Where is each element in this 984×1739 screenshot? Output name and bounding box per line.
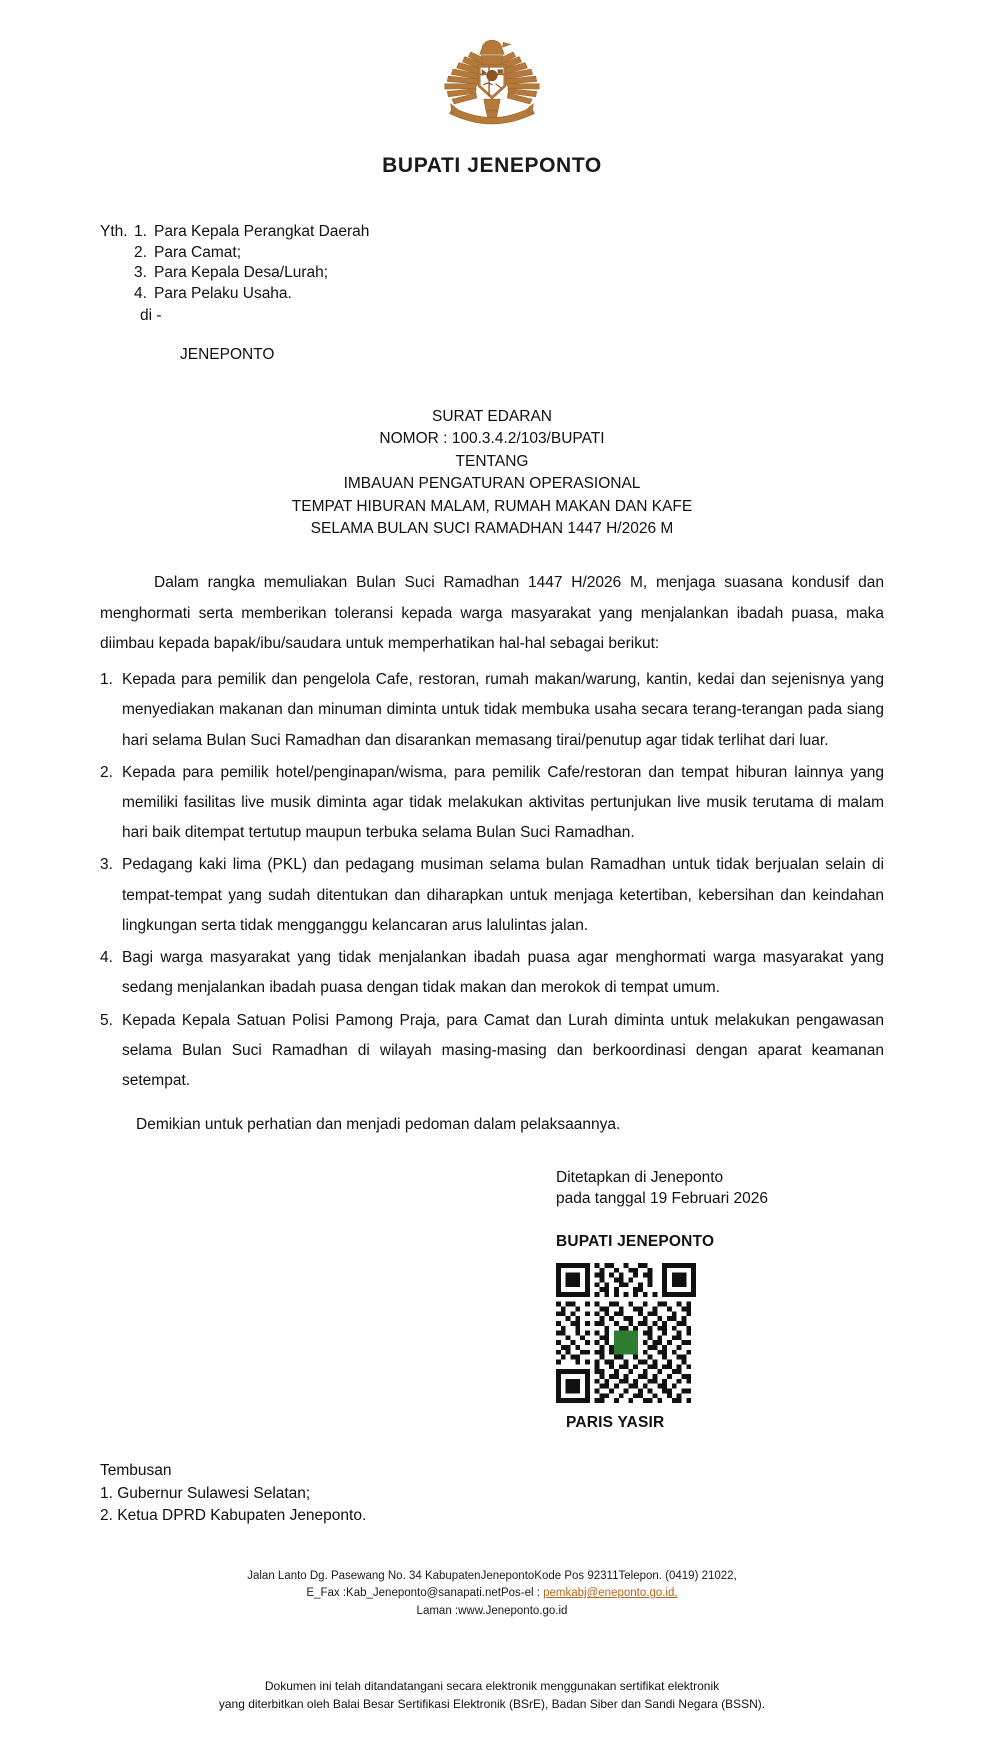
yth-label: Yth. — [100, 223, 128, 240]
list-item — [100, 758, 884, 849]
footer-contact — [0, 1585, 984, 1603]
footer-website: Laman :www.Jeneponto.go.id — [416, 1605, 568, 1618]
addressee-di: di - — [140, 307, 162, 325]
subject-line-3: TENTANG — [455, 452, 529, 470]
signature-name: PARIS YASIR — [566, 1414, 665, 1432]
list-item-number: 1. — [134, 223, 147, 240]
list-item-number: 3. — [100, 856, 113, 874]
body-closing: Demikian untuk perhatian dan menjadi pedoman dalam pelaksaannya. — [136, 1116, 621, 1134]
subject-line-5: TEMPAT HIBURAN MALAM, RUMAH MAKAN DAN KAFE — [291, 497, 693, 515]
list-item-number: 4. — [134, 284, 147, 302]
footer-address: Jalan Lanto Dg. Pasewang No. 34 KabupatenJenepontoKode Pos 92311Telepon. (0419) 21022, — [247, 1569, 737, 1582]
list-item-number: 1. — [100, 671, 113, 689]
esign-line-2: yang diterbitkan oleh Balai Besar Sertifikasi Elektronik (BSrE), Badan Siber dan Sandi Negara (BSSN). — [218, 1696, 766, 1711]
list-item-text: Kepada para pemilik hotel/penginapan/wisma, para pemilik Cafe/restoran dan tempat hiburan lainnya yang memiliki fasilitas live musik diminta agar tidak melakukan aktivitas pertunjukan live musik terutama di malam hari baik ditempat tertutup maupun terbuka selama Bulan Suci Ramadhan. — [122, 763, 884, 842]
list-item-number: 2. — [134, 243, 147, 261]
list-item-text: Pedagang kaki lima (PKL) dan pedagang musiman selama bulan Ramadhan untuk tidak berjualan selain di tempat-tempat yang sudah ditentukan dan diharapkan untuk menjaga ketertiban, kebersihan dan keindahan lingkungan serta tidak mengganggu kelancaran arus lalulintas jalan. — [122, 856, 884, 934]
tembusan-item: 1. Gubernur Sulawesi Selatan; — [100, 1484, 311, 1502]
list-item-text: Kepada para pemilik dan pengelola Cafe, restoran, rumah makan/warung, kantin, kedai dan sejenisnya yang menyediakan makanan dan minuman diminta untuk tidak membuka usaha secara terang-terangan pada siang hari selama Bulan Suci Ramadhan dan disarankan memasang tirai/penutup agar tidak terlihat dari luar. — [122, 671, 884, 749]
list-item-label: Para Camat; — [154, 243, 242, 261]
page-title: BUPATI JENEPONTO — [382, 154, 602, 177]
list-item-number: 3. — [134, 264, 147, 282]
electronic-signature-note — [0, 1677, 984, 1739]
list-item — [100, 943, 884, 1003]
tembusan-block — [100, 1460, 984, 1527]
body-intro: Dalam rangka memuliakan Bulan Suci Ramadhan 1447 H/2026 M, menjaga suasana kondusif dan menghormati serta memberikan toleransi kepada warga masyarakat yang menjalankan ibadah puasa, maka diimbau kepada bapak/ibu/saudara untuk memperhatikan hal-hal sebagai berikut: — [100, 574, 884, 652]
qr-code-electronic-signature — [556, 1263, 984, 1403]
signature-date: pada tanggal 19 Februari 2026 — [556, 1190, 768, 1208]
list-item — [100, 665, 884, 756]
list-item-number: 4. — [100, 949, 113, 967]
signature-place: Ditetapkan di Jeneponto — [556, 1169, 724, 1187]
document-footer — [0, 1568, 984, 1621]
list-item — [134, 284, 369, 305]
footer-contact-prefix: E_Fax :Kab_Jeneponto@sanapati.netPos-el : — [306, 1587, 544, 1600]
list-item — [100, 850, 884, 941]
addressee-block — [100, 222, 984, 366]
list-item-number: 2. — [100, 763, 113, 781]
list-item — [134, 243, 369, 264]
body-points-list — [100, 665, 884, 1096]
garuda-pancasila-emblem — [426, 26, 558, 144]
letter-subject-block — [0, 406, 984, 541]
signature-block — [556, 1168, 984, 1434]
list-item-number: 5. — [100, 1011, 113, 1029]
list-item-label: Para Pelaku Usaha. — [154, 284, 292, 302]
list-item-text: Bagi warga masyarakat yang tidak menjalankan ibadah puasa agar menghormati warga masyarakat yang sedang menjalankan ibadah puasa dengan tidak makan dan merokok di tempat umum. — [122, 949, 884, 997]
list-item — [134, 263, 369, 284]
footer-email-link[interactable]: pemkabj@eneponto.go.id, — [543, 1587, 678, 1600]
tembusan-label: Tembusan — [100, 1462, 172, 1480]
addressee-list — [134, 222, 369, 304]
list-item — [134, 222, 369, 243]
signature-title: BUPATI JENEPONTO — [556, 1233, 715, 1251]
list-item — [100, 1006, 884, 1097]
tembusan-item: 2. Ketua DPRD Kabupaten Jeneponto. — [100, 1507, 367, 1525]
esign-line-1: Dokumen ini telah ditandatangani secara elektronik menggunakan sertifikat elektronik — [264, 1678, 720, 1693]
subject-line-4: IMBAUAN PENGATURAN OPERASIONAL — [343, 475, 641, 493]
subject-line-6: SELAMA BULAN SUCI RAMADHAN 1447 H/2026 M — [310, 520, 674, 537]
letter-body — [100, 568, 884, 1140]
subject-line-2: NOMOR : 100.3.4.2/103/BUPATI — [379, 430, 605, 448]
document-header — [0, 0, 984, 178]
addressee-city: JENEPONTO — [180, 346, 275, 364]
list-item-text: Kepada Kepala Satuan Polisi Pamong Praja, para Camat dan Lurah diminta untuk melakukan pengawasan selama Bulan Suci Ramadhan di wilayah masing-masing dan berkoordinasi dengan aparat keamanan setempat. — [122, 1011, 884, 1089]
subject-line-1: SURAT EDARAN — [431, 407, 552, 425]
list-item-label: Para Kepala Perangkat Daerah — [154, 223, 370, 240]
list-item-label: Para Kepala Desa/Lurah; — [154, 264, 329, 282]
